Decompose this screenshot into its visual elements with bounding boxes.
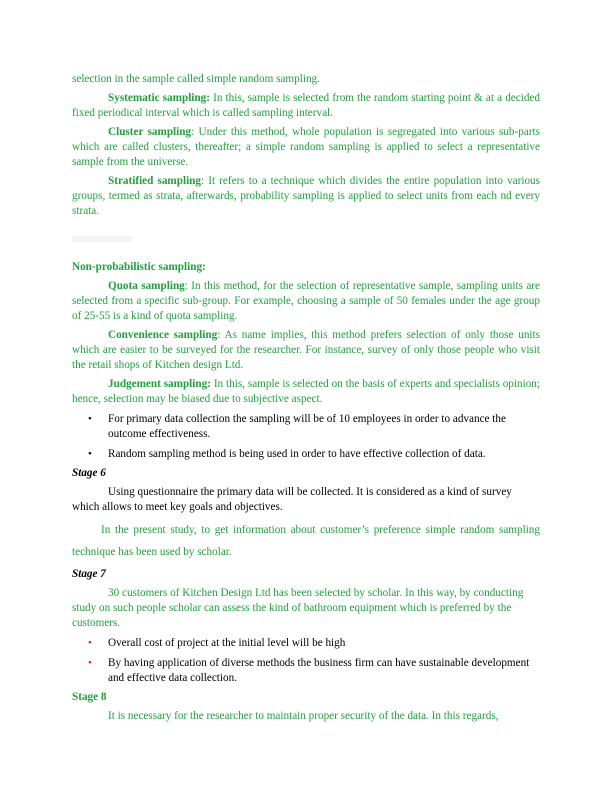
text-stratified: : It refers to a technique which divides the entire population into various groups, termed as strata, afterwards, probability sampling is applied to select units from each nd every strata. <box>72 175 541 217</box>
term-stratified: Stratified sampling <box>108 175 202 187</box>
text-convenience: : As name implies, this method prefers selection of only those units which are easier to be surveyed for the researcher. For instance, survey of only those people who visit the retail shops of Kitchen design Ltd. <box>72 329 540 371</box>
list-item <box>72 636 540 651</box>
list-item-text: Random sampling method is being used in order to have effective collection of data. <box>108 448 486 460</box>
bullet-icon: • <box>88 448 92 460</box>
bullet-list-sampling <box>72 412 540 462</box>
paragraph-stage-6-random-sampling: In the present study, to get information about customer’s preference simple random sampling technique has been used by scholar. <box>72 524 540 558</box>
text-judgement: In this, sample is selected on the basis of experts and specialists opinion; hence, selection may be biased due to subjective aspect. <box>72 378 540 405</box>
term-quota: Quota sampling <box>108 280 185 292</box>
list-item-text: For primary data collection the sampling will be of 10 employees in order to advance the outcome effectiveness. <box>108 413 506 440</box>
term-judgement: Judgement sampling: <box>108 378 211 390</box>
list-item-text: Overall cost of project at the initial level will be high <box>108 637 346 649</box>
heading-stage-8: Stage 8 <box>72 691 107 703</box>
paragraph-stage-6-questionnaire: Using questionnaire the primary data will be collected. It is considered as a kind of survey which allows to meet key goals and objectives. <box>72 486 512 513</box>
heading-stage-7: Stage 7 <box>72 568 106 580</box>
list-item <box>72 656 540 686</box>
bullet-icon: • <box>88 637 92 649</box>
paragraph-stage-8-security: It is necessary for the researcher to maintain proper security of the data. In this regards, <box>108 710 499 722</box>
paragraph-convenience <box>72 328 540 373</box>
document-page <box>72 72 540 724</box>
bullet-list-stage-7 <box>72 636 540 686</box>
list-item <box>72 412 540 442</box>
list-item <box>72 447 540 462</box>
paragraph-judgement <box>72 377 540 407</box>
term-convenience: Convenience sampling <box>108 329 218 341</box>
paragraph-cluster <box>72 125 540 170</box>
term-systematic: Systematic sampling: <box>108 92 210 104</box>
paragraph-stage-7-customers: 30 customers of Kitchen Design Ltd has been selected by scholar. In this way, by conducting study on such people scholar can assess the kind of bathroom equipment which is preferred by the customers. <box>72 587 524 629</box>
text-cluster: : Under this method, whole population is segregated into various sub-parts which are called clusters, thereafter; a simple random sampling is applied to select a representative sample from the universe. <box>72 126 540 168</box>
bullet-icon: • <box>88 657 92 669</box>
text-quota: : In this method, for the selection of representative sample, sampling units are selected from a specific sub-group. For example, choosing a sample of 50 females under the age group of 25-55 is a kind of quota sampling. <box>72 280 540 322</box>
faint-divider <box>72 236 132 242</box>
bullet-icon: • <box>88 413 92 425</box>
text-systematic: In this, sample is selected from the random starting point & at a decided fixed periodical interval which is called sampling interval. <box>72 92 540 119</box>
paragraph-quota <box>72 279 540 324</box>
list-item-text: By having application of diverse methods the business firm can have sustainable development and effective data collection. <box>108 657 530 684</box>
term-cluster: Cluster sampling <box>108 126 192 138</box>
heading-non-probabilistic: Non-probabilistic sampling: <box>72 261 206 273</box>
heading-stage-6: Stage 6 <box>72 467 106 479</box>
paragraph-stratified <box>72 174 540 219</box>
paragraph-systematic <box>72 91 540 121</box>
paragraph-simple-random: selection in the sample called simple random sampling. <box>72 73 320 85</box>
